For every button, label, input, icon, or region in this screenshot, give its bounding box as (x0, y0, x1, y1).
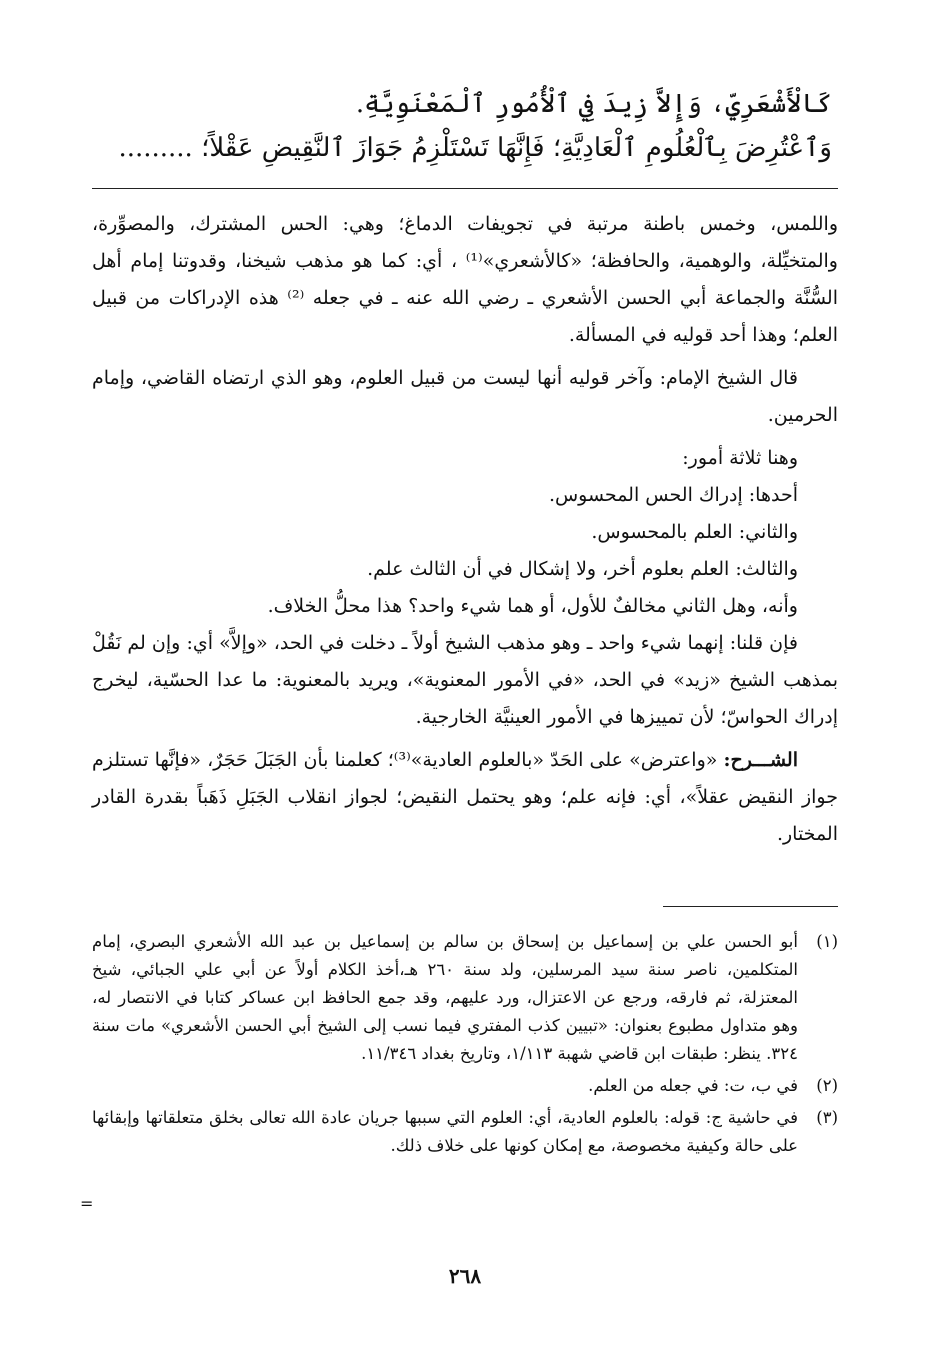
footnote-number: (١) (816, 932, 838, 951)
matn-text (105, 82, 832, 184)
footnote-3 (92, 1104, 838, 1160)
list-item-4: وأنه، وهل الثاني مخالفٌ للأول، أو هما شيء واحد؟ هذا محلُّ الخلاف. (267, 595, 798, 617)
matn-line-2 (105, 126, 832, 170)
footnote-divider (663, 906, 838, 907)
list-item-2: والثاني: العلم بالمحسوس. (591, 521, 798, 543)
commentary-paragraph-3: فإن قلنا: إنهما شيء واحد ـ وهو مذهب الشيخ أولاً ـ دخلت في الحد، «وإلاَّ» أي: وإن لم نَقُلْ بمذهب الشيخ «زيد» في الحد، «في الأمور المعنوية»، ويريد بالمعنوية: ما عدا الحسّية، ليخرج إدراك الحواسّ؛ لأن تمييزها في الأمور العينيَّة الخارجية. (92, 632, 838, 728)
margin-mark: = (80, 1194, 94, 1213)
commentary-paragraph-2: قال الشيخ الإمام: وآخر قوليه أنها ليست من قبيل العلوم، وهو الذي ارتضاه القاضي، وإمام الحرمين. (92, 367, 838, 426)
commentary-text (92, 206, 838, 859)
list-intro: وهنا ثلاثة أمور: (682, 447, 798, 469)
commentary-paragraph-4-text: «واعترض» على الحَدّ «بالعلوم العادية»⁽³⁾؛ كعلمنا بأن الجَبَلَ حَجَرٌ، «فإنَّها تستلزم جواز النقيض عقلاً»، أي: فإنه علم؛ وهو يحتمل النقيض؛ لجواز انقلاب الجَبَلِ ذَهَباً بقدرة القادر المختار. (92, 749, 838, 845)
page-number: ٢٦٨ (448, 1264, 482, 1288)
footnote-number: (٣) (816, 1108, 838, 1127)
footnote-1 (92, 928, 838, 1068)
commentary-paragraph-1: واللمس، وخمس باطنة مرتبة في تجويفات الدماغ؛ وهي: الحس المشترك، والمصوِّرة، والمتخيِّلة، والوهمية، والحافظة؛ «كالأشعري»⁽¹⁾ ، أي: كما هو مذهب شيخنا، وقدوتنا إمام أهل السُّنَّة والجماعة أبي الحسن الأشعري ـ رضي الله عنه ـ في جعله ⁽²⁾ هذه الإدراكات من قبيل العلم؛ وهذا أحد قوليه في المسألة. (92, 213, 838, 346)
list-item-1: أحدها: إدراك الحس المحسوس. (548, 484, 798, 506)
footnote-2 (92, 1072, 838, 1100)
footnote-text: في ب، ت: في جعله من العلم. (588, 1076, 798, 1095)
list-item-3: والثالث: العلم بعلوم أخر، ولا إشكال في أن الثالث علم. (367, 558, 798, 580)
matn-line-2-text: وَٱعْتُرِضَ بِٱلْعُلُومِ ٱلْعَادِيَّةِ؛ فَإِنَّهَا تَسْتَلْزِمُ جَوَازَ ٱلنَّقِيضِ عَقْلاً؛ (201, 133, 832, 163)
footnote-number: (٢) (816, 1076, 838, 1095)
matn-divider (92, 188, 838, 189)
sharh-label: الشـــرح: (723, 749, 798, 771)
footnote-text: في حاشية ج: قوله: بالعلوم العادية، أي: العلوم التي سببها جريان عادة الله تعالى بخلق متعلقاتها وإبقائها على حالة وكيفية مخصوصة، مع إمكان كونها على خلاف ذلك. (92, 1108, 798, 1155)
commentary-paragraph-4 (92, 742, 838, 853)
matn-line-1: كَالْأَشْعَرِيِّ، وَإِلاَّ زِيدَ فِي ٱلْأُمُورِ ٱلْمَعْنَوِيَّةِ. (355, 89, 832, 119)
matn-continuation-dots: ......... (118, 133, 193, 163)
footnote-text: أبو الحسن علي بن إسماعيل بن إسحاق بن سالم بن إسماعيل بن عبد الله الأشعري البصري، إمام المتكلمين، ناصر سنة سيد المرسلين، ولد سنة ٢٦٠ هـ،أخذ الكلام أولاً عن أبي علي الجبائي، شيخ المعتزلة، ثم فارقه، ورجع عن الاعتزال، ورد عليهم، وقد جمع الحافظ ابن عساكر كتابا في الانتصار له، وهو متداول مطبوع بعنوان: «تبيين كذب المفتري فيما نسب إلى الشيخ أبي الحسن الأشعري» مات سنة ٣٢٤. ينظر: طبقات ابن قاضي شهبة ١/١١٣، وتاريخ بغداد ١١/٣٤٦. (92, 932, 798, 1063)
footnotes (92, 928, 838, 1164)
